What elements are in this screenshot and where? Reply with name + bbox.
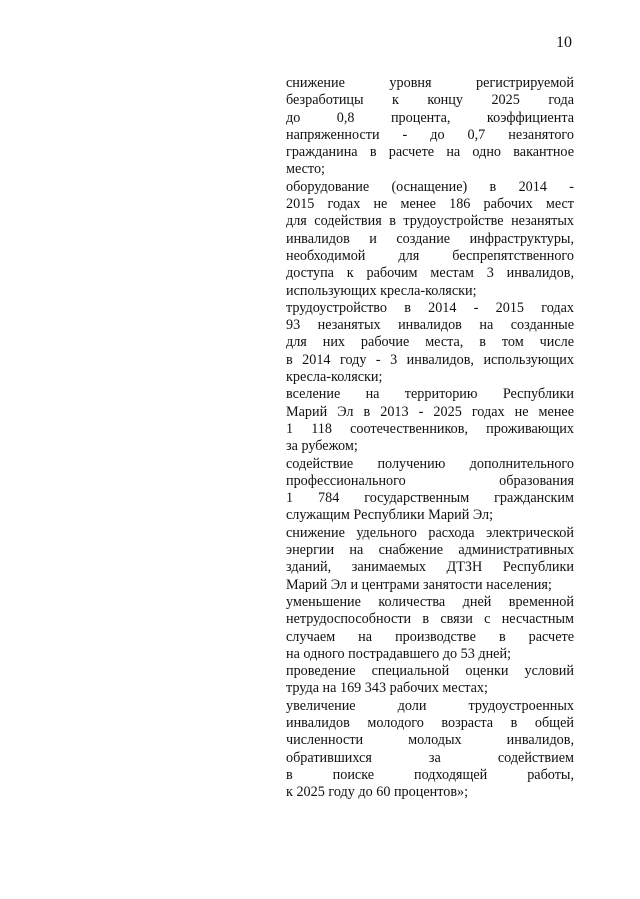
paragraph [286, 525, 574, 594]
text-line: Марий Эл в 2013 - 2025 годах не менее [286, 403, 574, 420]
text-line: увеличение доли трудоустроенных [286, 697, 574, 714]
text-line: для содействия в трудоустройстве незанятых [286, 213, 574, 230]
paragraph [286, 179, 574, 300]
text-line: инвалидов и создание инфраструктуры, [286, 230, 574, 247]
text-line: для них рабочие места, в том числе [286, 334, 574, 351]
paragraph [286, 456, 574, 525]
text-line: трудоустройство в 2014 - 2015 годах [286, 299, 574, 316]
text-line: напряженности - до 0,7 незанятого [286, 126, 574, 143]
text-line: безработицы к концу 2025 года [286, 92, 574, 109]
text-line: труда на 169 343 рабочих местах; [286, 680, 488, 697]
text-line: инвалидов молодого возраста в общей [286, 714, 574, 731]
paragraph [286, 386, 574, 455]
text-line: служащим Республики Марий Эл; [286, 507, 494, 524]
text-line: 93 незанятых инвалидов на созданные [286, 317, 574, 334]
paragraph [286, 594, 574, 663]
text-line: до 0,8 процента, коэффициента [286, 109, 574, 126]
page-number: 10 [556, 34, 572, 51]
text-line: случаем на производстве в расчете [286, 628, 574, 645]
text-line: 1 118 соотечественников, проживающих [286, 420, 574, 437]
text-line: энергии на снабжение административных [286, 542, 574, 559]
text-line: оборудование (оснащение) в 2014 - [286, 178, 574, 195]
text-line: обратившихся за содействием [286, 749, 574, 766]
text-line: на одного пострадавшего до 53 дней; [286, 645, 512, 662]
text-line: профессионального образования [286, 472, 574, 489]
text-line: проведение специальной оценки условий [286, 663, 574, 680]
text-line: место; [286, 161, 325, 178]
text-line: доступа к рабочим местам 3 инвалидов, [286, 265, 574, 282]
text-line: Марий Эл и центрами занятости населения; [286, 576, 552, 593]
paragraph [286, 75, 574, 179]
text-line: снижение удельного расхода электрической [286, 524, 574, 541]
text-line: нетрудоспособности в связи с несчастным [286, 611, 574, 628]
text-line: снижение уровня регистрируемой [286, 75, 574, 91]
text-line: численности молодых инвалидов, [286, 732, 574, 749]
text-line: кресла-коляски; [286, 369, 383, 386]
text-line: зданий, занимаемых ДТЗН Республики [286, 559, 574, 576]
paragraph [286, 300, 574, 386]
paragraph [286, 663, 574, 698]
text-line: в 2014 году - 3 инвалидов, использующих [286, 351, 574, 368]
text-line: в поиске подходящей работы, [286, 766, 574, 783]
text-line: 1 784 государственным гражданским [286, 490, 574, 507]
text-line: за рубежом; [286, 438, 358, 455]
text-line: гражданина в расчете на одно вакантное [286, 144, 574, 161]
paragraph [286, 698, 574, 802]
text-column [286, 75, 574, 801]
text-line: уменьшение количества дней временной [286, 593, 574, 610]
text-line: вселение на территорию Республики [286, 386, 574, 403]
text-line: необходимой для беспрепятственного [286, 247, 574, 264]
text-line: использующих кресла-коляски; [286, 282, 477, 299]
text-line: к 2025 году до 60 процентов»; [286, 784, 469, 801]
text-line: 2015 годах не менее 186 рабочих мест [286, 196, 574, 213]
text-line: содействие получению дополнительного [286, 455, 574, 472]
